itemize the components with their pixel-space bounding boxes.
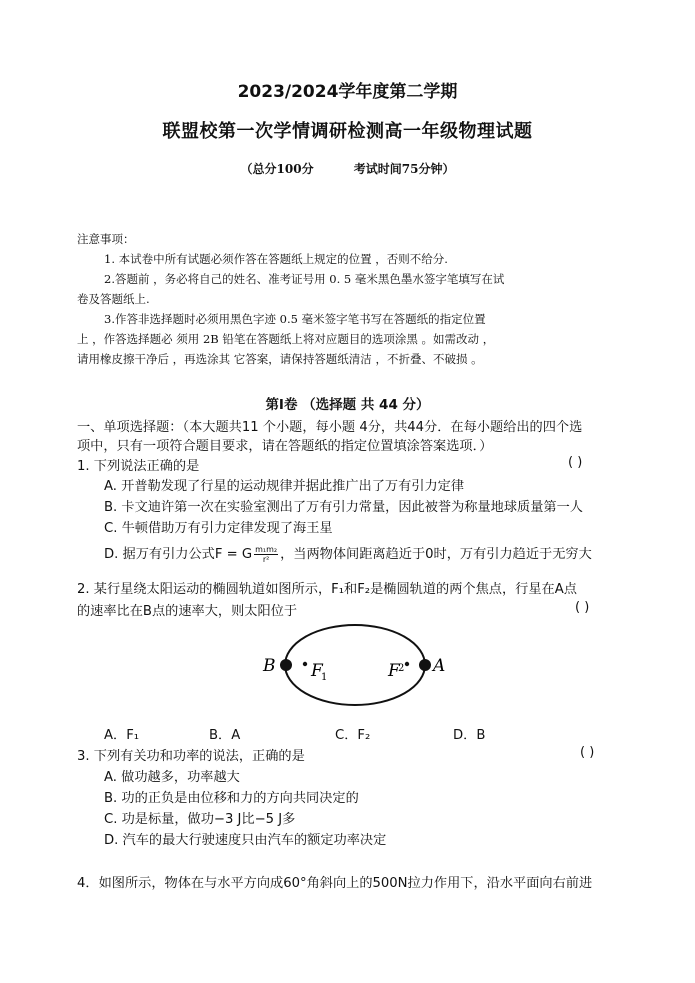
section-instructions-2: 项中，只有一项符合题目要求，请在答题纸的指定位置填涂答案选项．） — [77, 439, 493, 454]
focus-f2-dot — [405, 662, 409, 666]
q2-option-b: B．A — [209, 728, 241, 743]
section-title: 第Ⅰ卷 （选择题 共 44 分） — [265, 397, 430, 413]
q2-answer-blank: ( ) — [575, 600, 590, 615]
q1-d-prefix: D. 据万有引力公式 — [104, 547, 215, 562]
q1-option-a: A. 开普勒发现了行星的运动规律并据此推广出了万有引力定律 — [104, 479, 465, 494]
label-f2-sub: 2 — [398, 663, 405, 674]
q1-answer-blank: ( ) — [568, 455, 583, 470]
note-line-4: 3.作答非选择题时必须用黑色字迹 0.5 毫米签字笔书写在答题纸的指定位置 — [104, 312, 486, 326]
exam-meta — [0, 160, 695, 177]
total-score: （总分100分 — [240, 162, 314, 176]
note-line-5: 上 ，作答选择题必 须用 2B 铅笔在答题纸上将对应题目的选项涂黑 。如需改动 ， — [77, 332, 495, 346]
q3-stem: 3. 下列有关功和功率的说法，正确的是 — [77, 749, 305, 764]
label-f2: F — [388, 661, 400, 681]
orbit-diagram — [255, 620, 455, 715]
q1-d-denominator: r² — [262, 554, 270, 564]
q1-d-suffix: ，当两物体间距离趋近于0时，万有引力趋近于无穷大 — [280, 547, 592, 562]
focus-f1-dot — [303, 662, 307, 666]
q1-option-d — [104, 543, 592, 564]
notes-heading: 注意事项： — [77, 232, 135, 246]
q1-option-c: C. 牛顿借助万有引力定律发现了海王星 — [104, 521, 333, 536]
label-f1-sub: 1 — [321, 672, 328, 683]
q2-stem-line2: 的速率比在B点的速率大，则太阳位于 — [77, 604, 298, 619]
q2-option-d: D．B — [453, 728, 486, 743]
label-f1: F — [311, 661, 323, 681]
q2-stem-line1: 2. 某行星绕太阳运动的椭圆轨道如图所示，F₁和F₂是椭圆轨道的两个焦点，行星在A点 — [77, 582, 577, 597]
q3-option-c: C. 功是标量，做功−3 J比−5 J多 — [104, 812, 296, 827]
q3-option-a: A. 做功越多，功率越大 — [104, 770, 240, 785]
q3-option-d: D. 汽车的最大行驶速度只由汽车的额定功率决定 — [104, 833, 387, 848]
label-a: A — [433, 656, 446, 676]
q1-d-numerator: m₁m₂ — [255, 544, 278, 554]
q4-stem: 4．如图所示，物体在与水平方向成60°角斜向上的500N拉力作用下，沿水平面向右前进 — [77, 876, 593, 891]
exam-time: 考试时间75分钟） — [353, 162, 455, 176]
q3-answer-blank: ( ) — [580, 745, 595, 760]
note-line-1: 1. 本试卷中所有试题必须作答在答题纸上规定的位置 ，否则不给分. — [104, 252, 448, 266]
note-line-3: 卷及答题纸上. — [77, 292, 150, 306]
point-b-dot — [280, 659, 292, 671]
note-line-6: 请用橡皮擦干净后 ，再选涂其 它答案，请保持答题纸清洁 ，不折叠、不破损 。 — [77, 352, 483, 366]
q1-option-b: B. 卡文迪许第一次在实验室测出了万有引力常量，因此被誉为称量地球质量第一人 — [104, 500, 583, 515]
exam-term: 2023/2024学年度第二学期 — [237, 82, 458, 102]
section-instructions-1: 一、单项选择题：（本大题共11 个小题，每小题 4分，共44分．在每小题给出的四个选 — [77, 420, 583, 435]
q1-d-fraction — [254, 545, 278, 564]
q3-option-b: B. 功的正负是由位移和力的方向共同决定的 — [104, 791, 359, 806]
exam-title: 联盟校第一次学情调研检测高一年级物理试题 — [162, 121, 533, 142]
note-line-2: 2.答题前 ，务必将自己的姓名、准考证号用 0. 5 毫米黑色墨水签字笔填写在试 — [104, 272, 505, 286]
point-a-dot — [419, 659, 431, 671]
q2-option-c: C．F₂ — [335, 728, 371, 743]
q2-option-a: A．F₁ — [104, 728, 140, 743]
label-b: B — [263, 656, 276, 676]
q1-stem: 1. 下列说法正确的是 — [77, 459, 200, 474]
q1-d-formula-lhs: F = G — [214, 547, 253, 562]
